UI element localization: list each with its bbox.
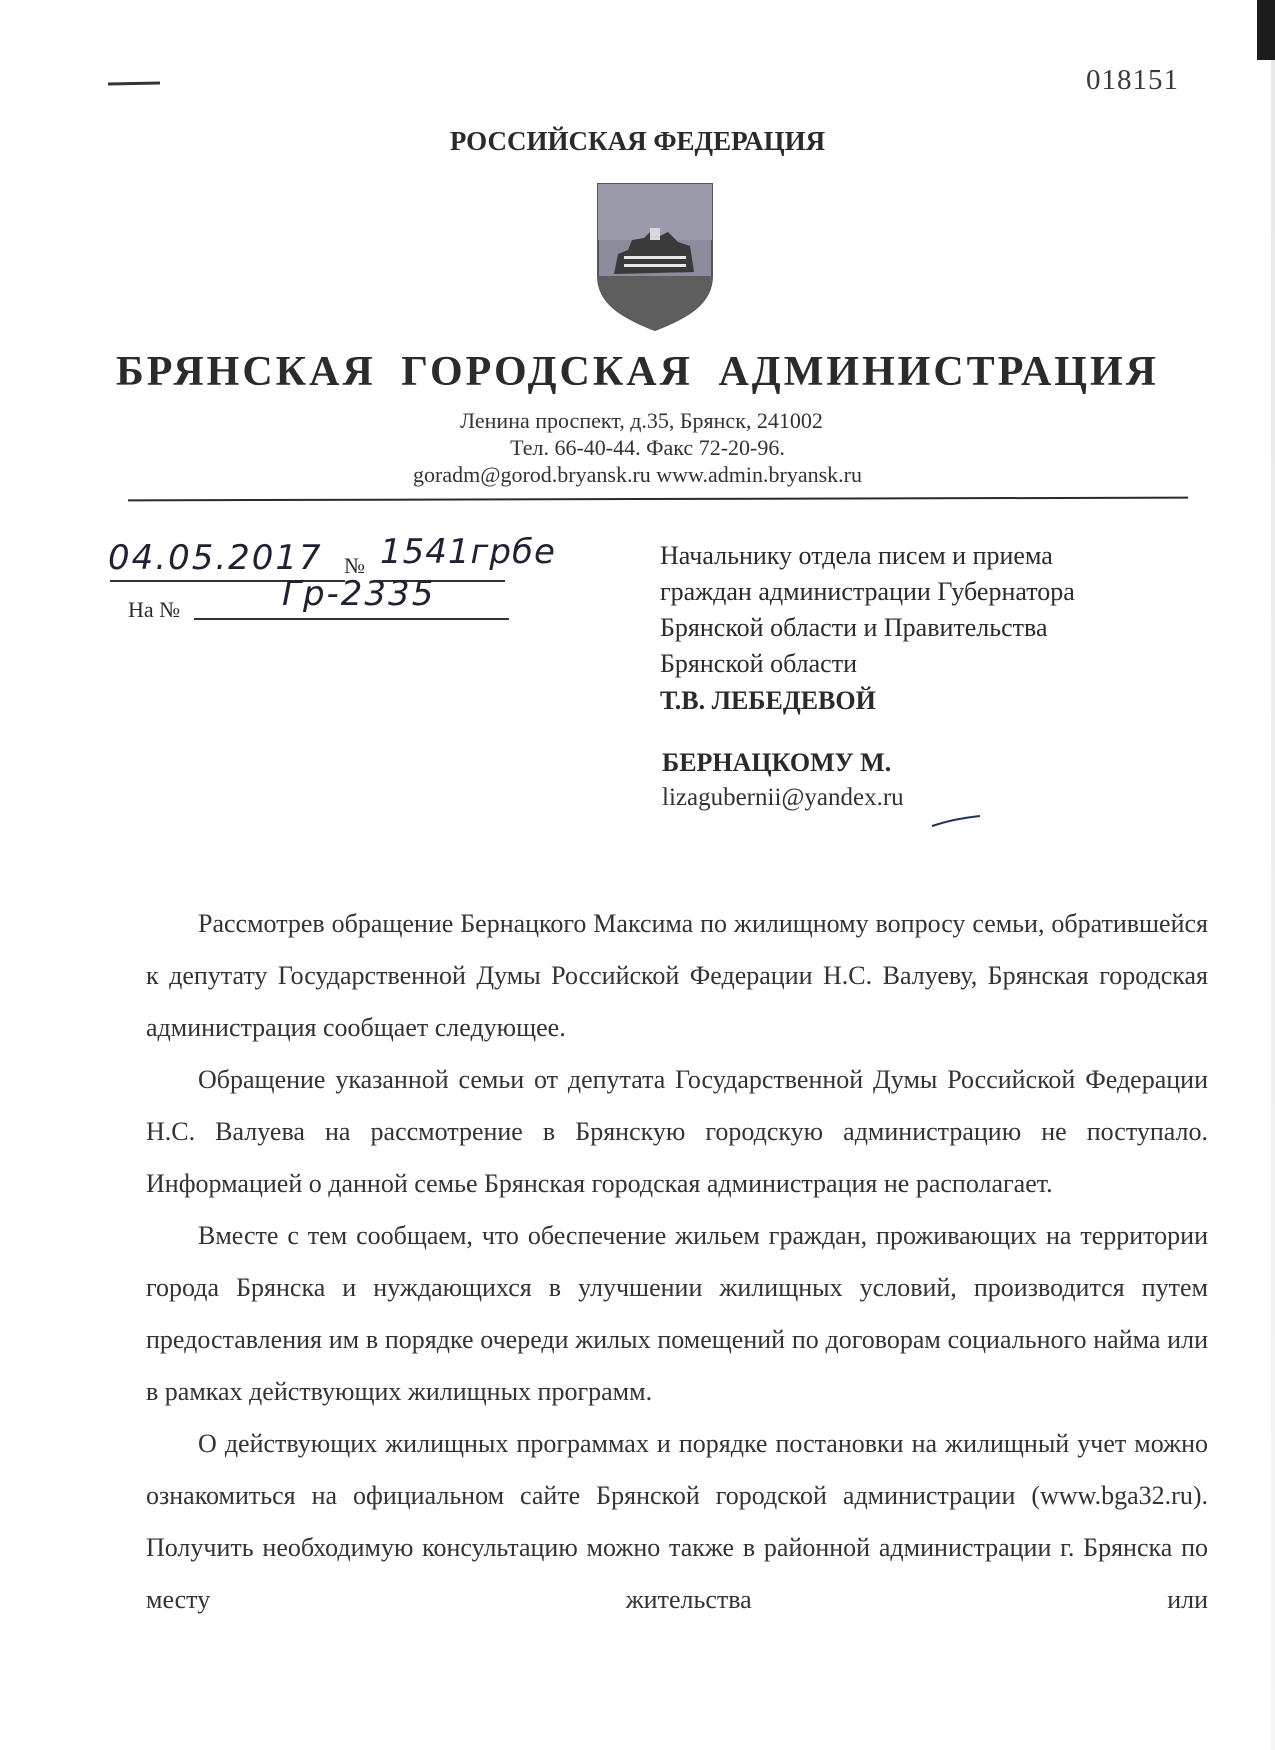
- body-paragraph: Вместе с тем сообщаем, что обеспечение жильем граждан, проживающих на территории города Брянска и нуждающихся в улучшении жилищных условий, производится путем предоставления им в порядке очереди жилых помещений по договорам социального найма или в рамках действующих жилищных программ.: [146, 1221, 1208, 1406]
- coat-of-arms-icon: [594, 180, 716, 332]
- body-paragraph: О действующих жилищных программах и порядке постановки на жилищный учет можно ознакомиться на официальном сайте Брянской городской администрации (www.bga32.ru). Получить необходимую консультацию можно также в районной администрации г. Брянска по месту жительства или: [146, 1429, 1208, 1614]
- document-number: 018151: [1086, 64, 1179, 96]
- organization-web: goradm@gorod.bryansk.ru www.admin.bryansk.ru: [413, 462, 862, 487]
- number-label: №: [344, 553, 365, 578]
- organization-phone: Тел. 66-40-44. Факс 72-20-96.: [510, 435, 785, 460]
- reference-label: На №: [128, 597, 181, 622]
- recipient-block: [660, 538, 1075, 682]
- recipient-line: Начальнику отдела писем и приема: [660, 541, 1053, 570]
- corner-dash-mark: [108, 82, 160, 86]
- second-recipient-email: lizagubernii@yandex.ru: [662, 784, 904, 811]
- reference-underline: [194, 618, 509, 620]
- organization-name: БРЯНСКАЯ ГОРОДСКАЯ АДМИНИСТРАЦИЯ: [116, 349, 1159, 395]
- recipient-line: Брянской области: [660, 649, 857, 678]
- body-paragraph: Обращение указанной семьи от депутата Государственной Думы Российской Федерации Н.С. Валуева на рассмотрение в Брянскую городскую администрацию не поступало. Информацией о данной семье Брянская городская администрация не располагает.: [146, 1065, 1208, 1198]
- recipient-line: Брянской области и Правительства: [660, 613, 1048, 642]
- scan-edge-shadow: [1271, 60, 1275, 1750]
- recipient-name: Т.В. ЛЕБЕДЕВОЙ: [660, 686, 876, 715]
- second-recipient-name: БЕРНАЦКОМУ М.: [662, 748, 892, 777]
- letter-body: [146, 898, 1208, 1626]
- recipient-line: граждан администрации Губернатора: [660, 577, 1075, 606]
- outgoing-number: 1541грбе: [380, 532, 556, 572]
- organization-address: Ленина проспект, д.35, Брянск, 241002: [460, 408, 823, 433]
- country-heading: РОССИЙСКАЯ ФЕДЕРАЦИЯ: [449, 126, 826, 156]
- body-paragraph: Рассмотрев обращение Бернацкого Максима по жилищному вопросу семьи, обратившейся к депутату Государственной Думы Российской Федерации Н.С. Валуеву, Брянская городская администрация сообщает следующее.: [146, 909, 1208, 1042]
- pen-mark-icon: [930, 812, 982, 830]
- outgoing-date: 04.05.2017: [108, 538, 323, 578]
- header-divider: [128, 497, 1188, 502]
- scan-edge-mark: [1257, 0, 1275, 60]
- reference-number: Гр-2335: [282, 574, 436, 614]
